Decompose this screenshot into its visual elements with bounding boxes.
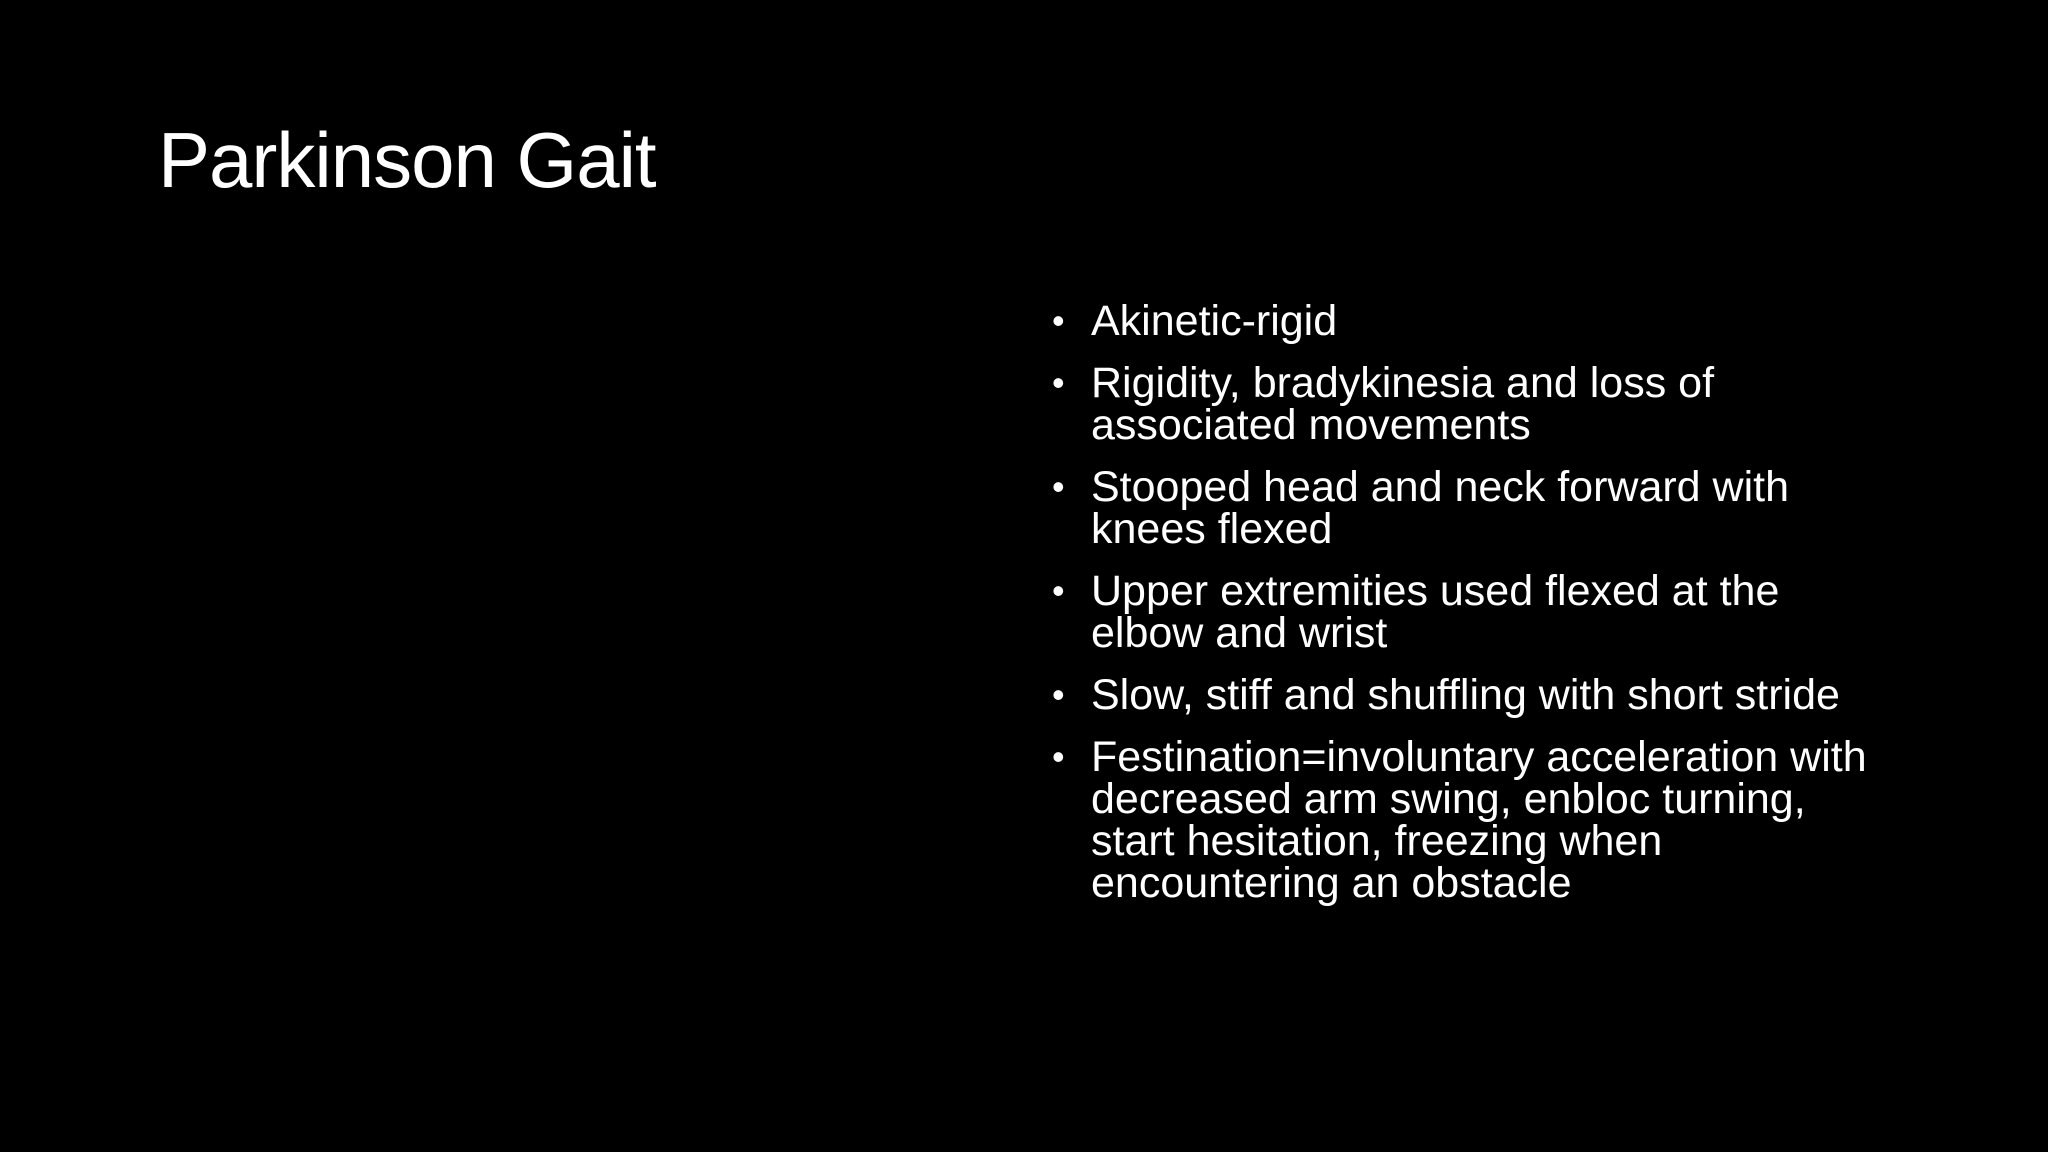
bullet-dot-icon: •	[1052, 466, 1065, 507]
bullet-dot-icon: •	[1052, 736, 1065, 777]
bullet-item	[1052, 297, 1892, 345]
bullet-dot-icon: •	[1052, 300, 1065, 341]
bullet-text: Akinetic-rigid	[1091, 297, 1338, 345]
bullet-dot-icon: •	[1052, 674, 1065, 715]
slide-title: Parkinson Gait	[158, 116, 656, 204]
bullet-item	[1052, 463, 1892, 553]
bullet-list	[1052, 297, 1892, 924]
bullet-item	[1052, 733, 1892, 907]
bullet-item	[1052, 671, 1892, 719]
bullet-text: Stooped head and neck forward with knees flexed	[1091, 463, 1790, 553]
bullet-dot-icon: •	[1052, 362, 1065, 403]
bullet-text: Upper extremities used flexed at the elbow and wrist	[1091, 567, 1780, 657]
bullet-dot-icon: •	[1052, 570, 1065, 611]
bullet-text: Slow, stiff and shuffling with short stride	[1091, 671, 1840, 719]
bullet-text: Festination=involuntary acceleration with decreased arm swing, enbloc turning, start hesitation, freezing when encountering an obstacle	[1091, 733, 1867, 907]
bullet-item	[1052, 359, 1892, 449]
bullet-text: Rigidity, bradykinesia and loss of associated movements	[1091, 359, 1715, 449]
bullet-item	[1052, 567, 1892, 657]
